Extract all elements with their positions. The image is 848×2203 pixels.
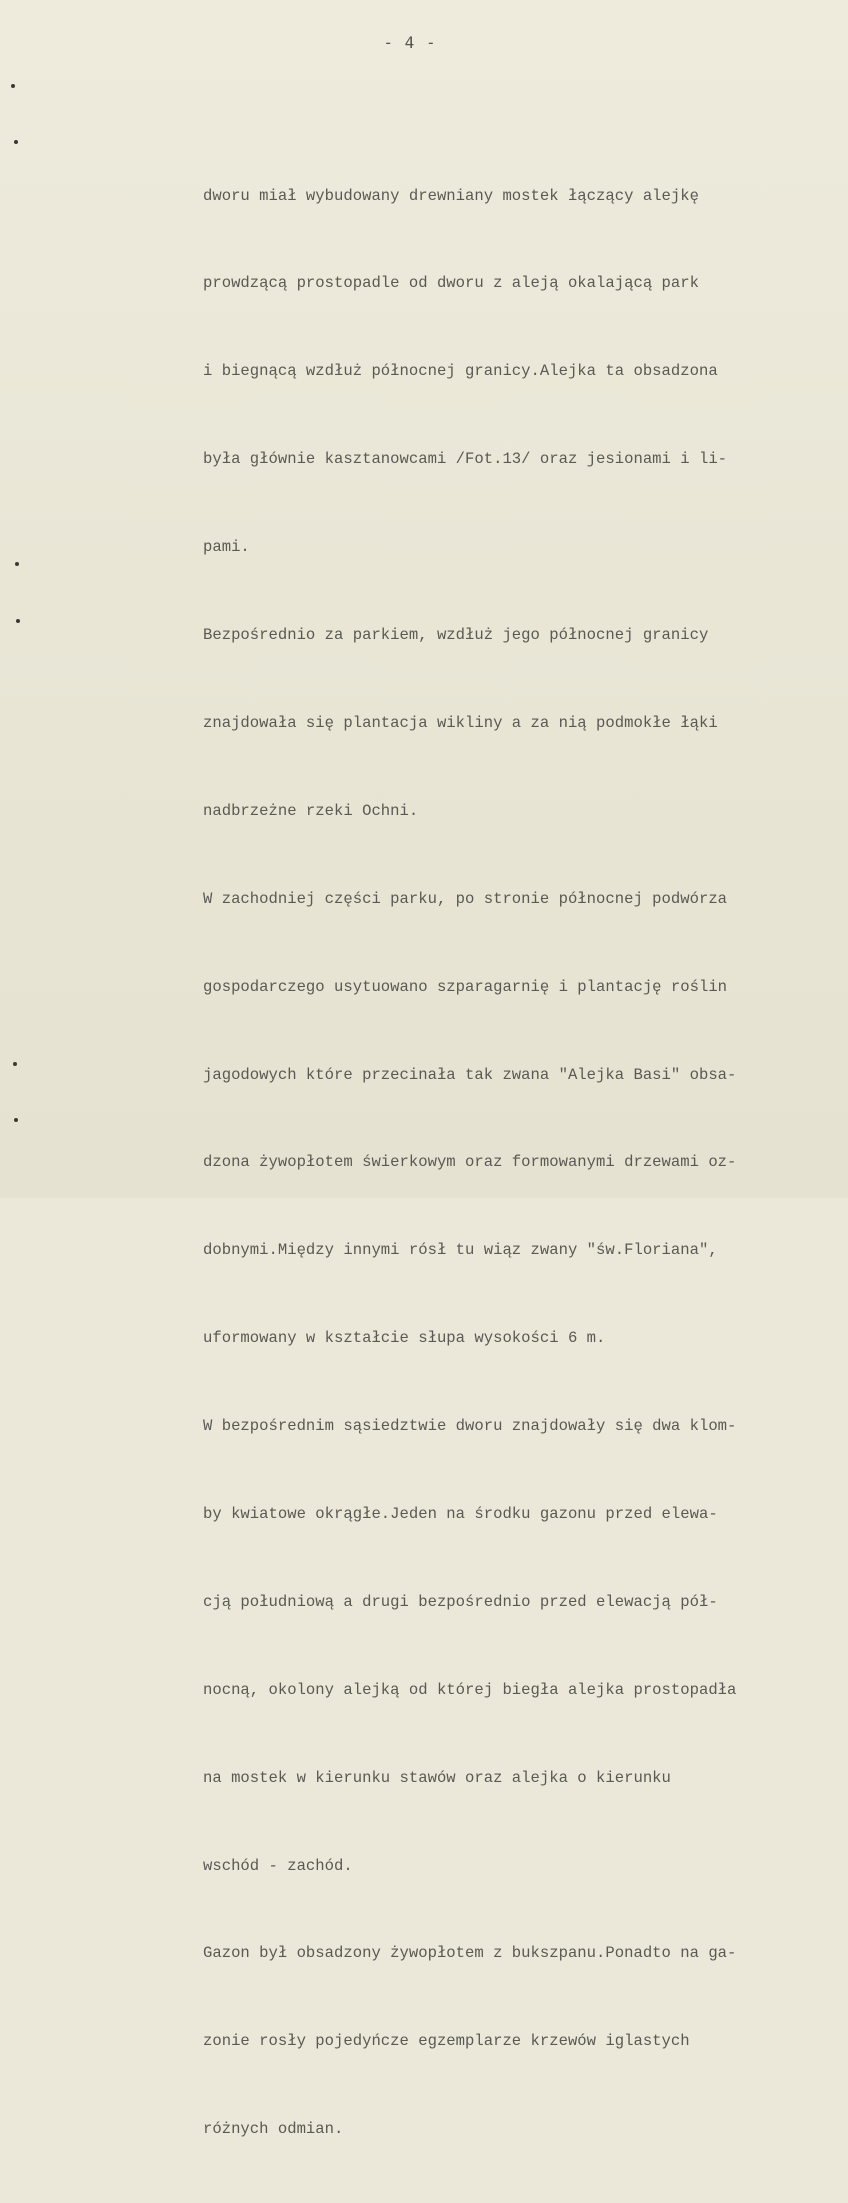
punch-mark	[15, 562, 19, 566]
punch-mark	[14, 140, 18, 144]
text-line: na mostek w kierunku stawów oraz alejka o kierunku	[203, 1768, 671, 1787]
text-line: dworu miał wybudowany drewniany mostek łączący alejkę	[203, 186, 699, 205]
text-line: wschód - zachód.	[203, 1856, 353, 1875]
text-line: i biegnącą wzdłuż północnej granicy.Alejka ta obsadzona	[203, 362, 718, 381]
text-line: zonie rosły pojedyńcze egzemplarze krzewów iglastych	[203, 2032, 690, 2051]
punch-mark	[11, 84, 15, 88]
text-line: W bezpośrednim sąsiedztwie dworu znajdowały się dwa klom-	[203, 1417, 737, 1436]
text-line: różnych odmian.	[203, 2120, 344, 2139]
text-line: jagodowych które przecinała tak zwana "Alejka Basi" obsa-	[203, 1065, 737, 1084]
text-line: uformowany w kształcie słupa wysokości 6 m.	[203, 1329, 606, 1348]
text-line: prowdzącą prostopadle od dworu z aleją okalającą park	[203, 274, 699, 293]
text-line: Bezpośrednio za parkiem, wzdłuż jego północnej granicy	[203, 626, 709, 645]
text-line: znajdowała się plantacja wikliny a za nią podmokłe łąki	[203, 713, 718, 732]
text-line: gospodarczego usytuowano szparagarnię i plantację roślin	[203, 977, 728, 996]
punch-mark	[14, 1118, 18, 1122]
punch-mark	[13, 1062, 17, 1066]
text-line: by kwiatowe okrągłe.Jeden na środku gazonu przed elewa-	[203, 1504, 718, 1523]
text-line: nadbrzeżne rzeki Ochni.	[203, 801, 419, 820]
text-line: była głównie kasztanowcami /Fot.13/ oraz jesionami i li-	[203, 450, 728, 469]
text-line: Gazon był obsadzony żywopłotem z bukszpanu.Ponadto na ga-	[203, 1944, 737, 1963]
text-line: cją południową a drugi bezpośrednio przed elewacją pół-	[203, 1592, 718, 1611]
text-line: dzona żywopłotem świerkowym oraz formowanymi drzewami oz-	[203, 1153, 737, 1172]
text-line: dobnymi.Między innymi rósł tu wiąz zwany "św.Floriana",	[203, 1241, 718, 1260]
body-text	[203, 123, 813, 2203]
page-number: - 4 -	[383, 33, 437, 52]
text-line: nocną, okolony alejką od której biegła alejka prostopadła	[203, 1680, 737, 1699]
text-line: W zachodniej części parku, po stronie północnej podwórza	[203, 889, 728, 908]
punch-mark	[16, 619, 20, 623]
text-line: pami.	[203, 538, 250, 557]
